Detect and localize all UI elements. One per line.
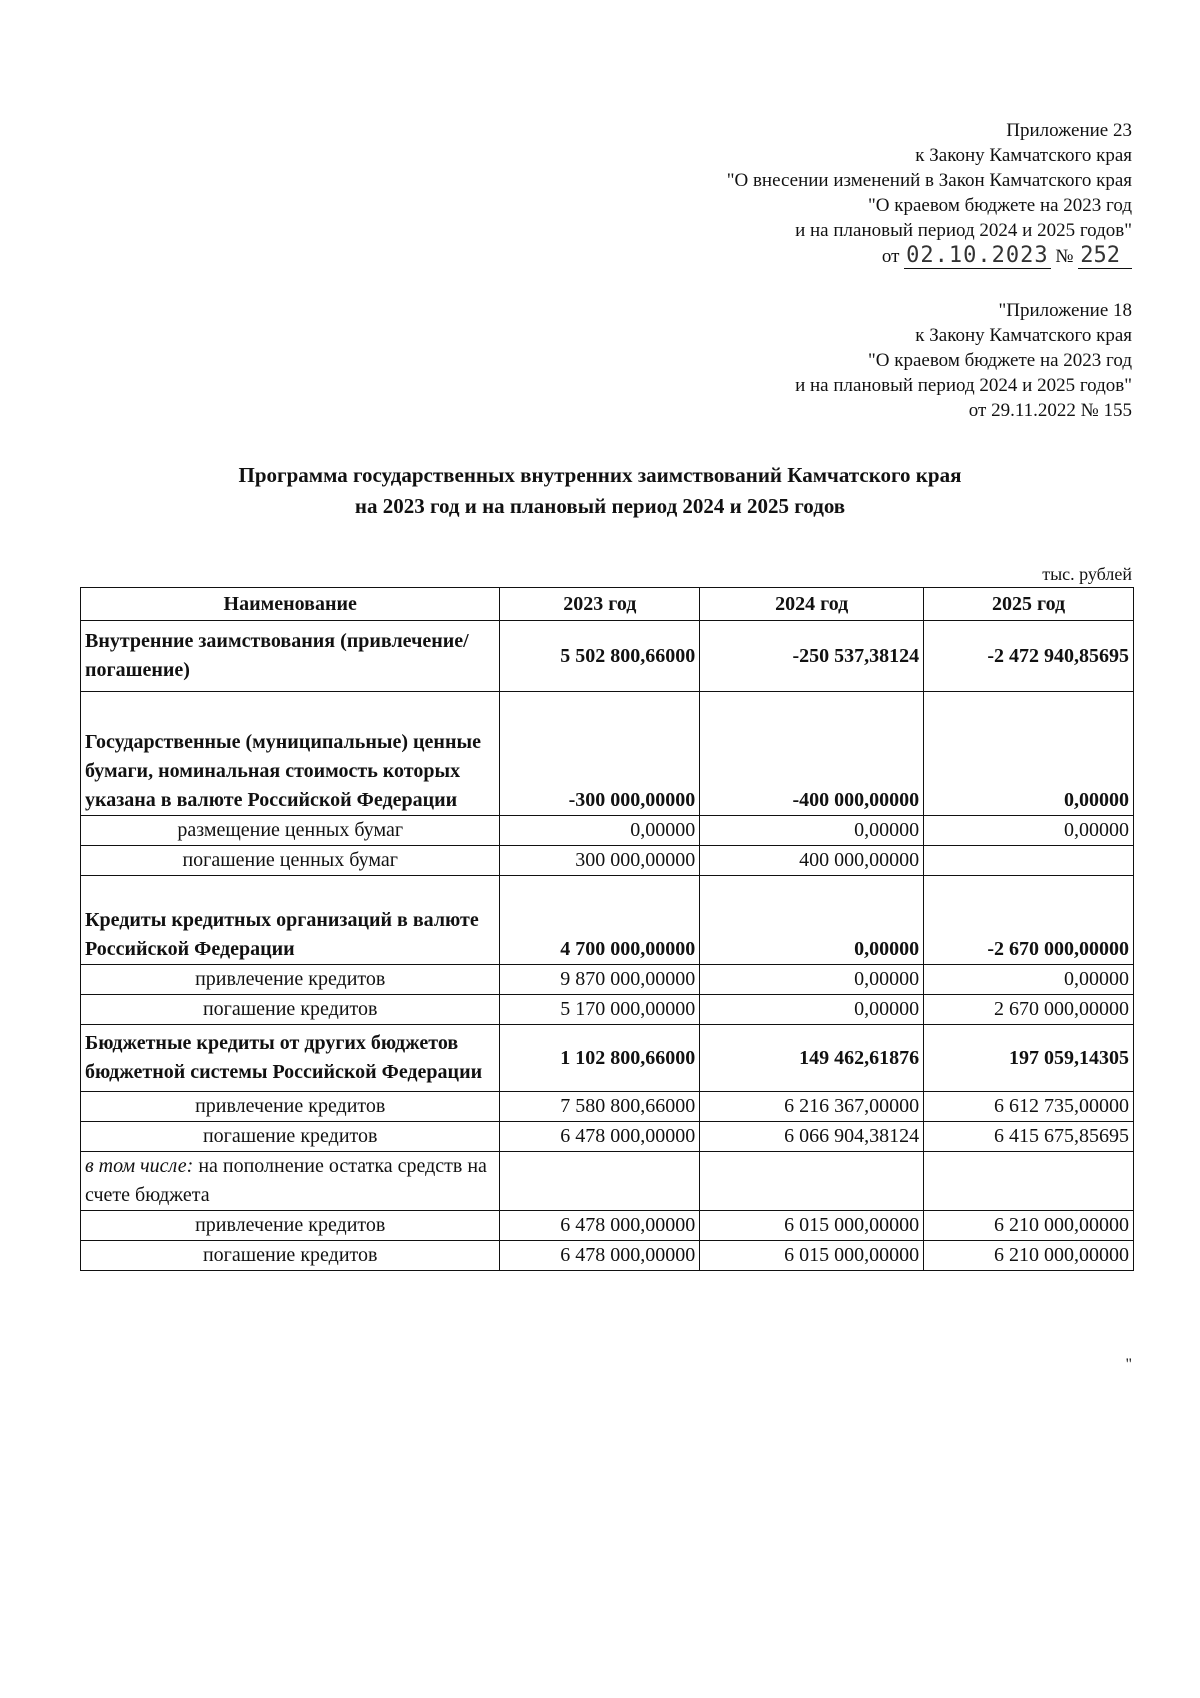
- header-line: и на плановый период 2024 и 2025 годов": [795, 220, 1132, 241]
- row-name: Кредиты кредитных организаций в валюте Российской Федерации: [81, 876, 500, 965]
- header-line: к Закону Камчатского края: [915, 145, 1132, 166]
- number-prefix: №: [1055, 246, 1074, 267]
- law-date: 02.10.2023: [906, 243, 1049, 268]
- amendment-header: [727, 118, 1132, 269]
- table-row: [81, 1122, 1134, 1152]
- row-name: Внутренние заимствования (привлечение/погашение): [81, 621, 500, 692]
- cell-2024: 400 000,00000: [700, 846, 924, 876]
- cell-2023: 0,00000: [500, 816, 700, 846]
- units-label: тыс. рублей: [1042, 564, 1132, 584]
- cell-2025: 6 210 000,00000: [924, 1241, 1134, 1271]
- cell-2025: -2 472 940,85695: [924, 621, 1134, 692]
- cell-2025: 197 059,14305: [924, 1025, 1134, 1092]
- table-row: [81, 995, 1134, 1025]
- table-row: [81, 1152, 1134, 1211]
- law-number: 252: [1078, 243, 1132, 269]
- header-line: Приложение 23: [1006, 120, 1132, 141]
- row-name: привлечение кредитов: [81, 1211, 500, 1241]
- table-row: [81, 692, 1134, 816]
- table-row: [81, 965, 1134, 995]
- including-prefix: в том числе:: [85, 1155, 194, 1177]
- closing-quote: ": [1125, 1356, 1132, 1373]
- column-header: 2023 год: [500, 588, 700, 621]
- title-line-1: Программа государственных внутренних заимствований Камчатского края: [238, 463, 962, 487]
- cell-2023: 5 170 000,00000: [500, 995, 700, 1025]
- cell-2024: -250 537,38124: [700, 621, 924, 692]
- cell-2025: 2 670 000,00000: [924, 995, 1134, 1025]
- row-name: погашение кредитов: [81, 1122, 500, 1152]
- column-header: 2025 год: [924, 588, 1134, 621]
- header-line: "О краевом бюджете на 2023 год: [868, 195, 1132, 216]
- cell-2025: 0,00000: [924, 692, 1134, 816]
- cell-2023: 6 478 000,00000: [500, 1241, 700, 1271]
- original-header: [795, 298, 1132, 423]
- table-row: [81, 1092, 1134, 1122]
- cell-2025: [924, 1152, 1134, 1211]
- cell-2023: 1 102 800,66000: [500, 1025, 700, 1092]
- including-text: на пополнение остатка средств на счете бюджета: [85, 1155, 487, 1206]
- cell-2023: 4 700 000,00000: [500, 876, 700, 965]
- table-row: [81, 1241, 1134, 1271]
- cell-2025: 6 415 675,85695: [924, 1122, 1134, 1152]
- header-line: к Закону Камчатского края: [915, 325, 1132, 346]
- cell-2024: 149 462,61876: [700, 1025, 924, 1092]
- cell-2024: 6 216 367,00000: [700, 1092, 924, 1122]
- cell-2023: [500, 1152, 700, 1211]
- row-name: погашение кредитов: [81, 1241, 500, 1271]
- cell-2024: 0,00000: [700, 816, 924, 846]
- row-name: привлечение кредитов: [81, 965, 500, 995]
- cell-2024: 0,00000: [700, 876, 924, 965]
- column-header: 2024 год: [700, 588, 924, 621]
- header-line: от 29.11.2022 № 155: [968, 400, 1132, 421]
- cell-2024: [700, 1152, 924, 1211]
- law-date-number: [727, 243, 1132, 269]
- row-name: погашение кредитов: [81, 995, 500, 1025]
- row-name: [81, 1152, 500, 1211]
- cell-2023: -300 000,00000: [500, 692, 700, 816]
- cell-2023: 6 478 000,00000: [500, 1122, 700, 1152]
- cell-2024: -400 000,00000: [700, 692, 924, 816]
- table-header-row: [81, 588, 1134, 621]
- table-row: [81, 876, 1134, 965]
- cell-2025: 6 210 000,00000: [924, 1211, 1134, 1241]
- row-name: привлечение кредитов: [81, 1092, 500, 1122]
- row-name: размещение ценных бумаг: [81, 816, 500, 846]
- row-name: Бюджетные кредиты от других бюджетов бюджетной системы Российской Федерации: [81, 1025, 500, 1092]
- cell-2024: 6 015 000,00000: [700, 1211, 924, 1241]
- cell-2024: 0,00000: [700, 965, 924, 995]
- date-prefix: от: [881, 246, 900, 267]
- cell-2025: [924, 846, 1134, 876]
- row-name: погашение ценных бумаг: [81, 846, 500, 876]
- cell-2023: 300 000,00000: [500, 846, 700, 876]
- column-header: Наименование: [81, 588, 500, 621]
- document-title: [0, 460, 1200, 522]
- header-line: "О краевом бюджете на 2023 год: [868, 350, 1132, 371]
- cell-2025: 0,00000: [924, 816, 1134, 846]
- cell-2023: 7 580 800,66000: [500, 1092, 700, 1122]
- table-row: [81, 1211, 1134, 1241]
- table-row: [81, 846, 1134, 876]
- cell-2024: 6 066 904,38124: [700, 1122, 924, 1152]
- cell-2023: 5 502 800,66000: [500, 621, 700, 692]
- cell-2024: 6 015 000,00000: [700, 1241, 924, 1271]
- table-row: [81, 1025, 1134, 1092]
- cell-2023: 9 870 000,00000: [500, 965, 700, 995]
- title-line-2: на 2023 год и на плановый период 2024 и 2025 годов: [354, 494, 846, 518]
- row-name: Государственные (муниципальные) ценные бумаги, номинальная стоимость которых указана в валюте Российской Федерации: [81, 692, 500, 816]
- cell-2025: 0,00000: [924, 965, 1134, 995]
- cell-2025: 6 612 735,00000: [924, 1092, 1134, 1122]
- cell-2023: 6 478 000,00000: [500, 1211, 700, 1241]
- header-line: и на плановый период 2024 и 2025 годов": [795, 375, 1132, 396]
- cell-2024: 0,00000: [700, 995, 924, 1025]
- header-line: "О внесении изменений в Закон Камчатского края: [726, 170, 1132, 191]
- table-row: [81, 816, 1134, 846]
- borrowing-table: [80, 587, 1134, 1271]
- cell-2025: -2 670 000,00000: [924, 876, 1134, 965]
- header-line: "Приложение 18: [998, 300, 1132, 321]
- table-row: [81, 621, 1134, 692]
